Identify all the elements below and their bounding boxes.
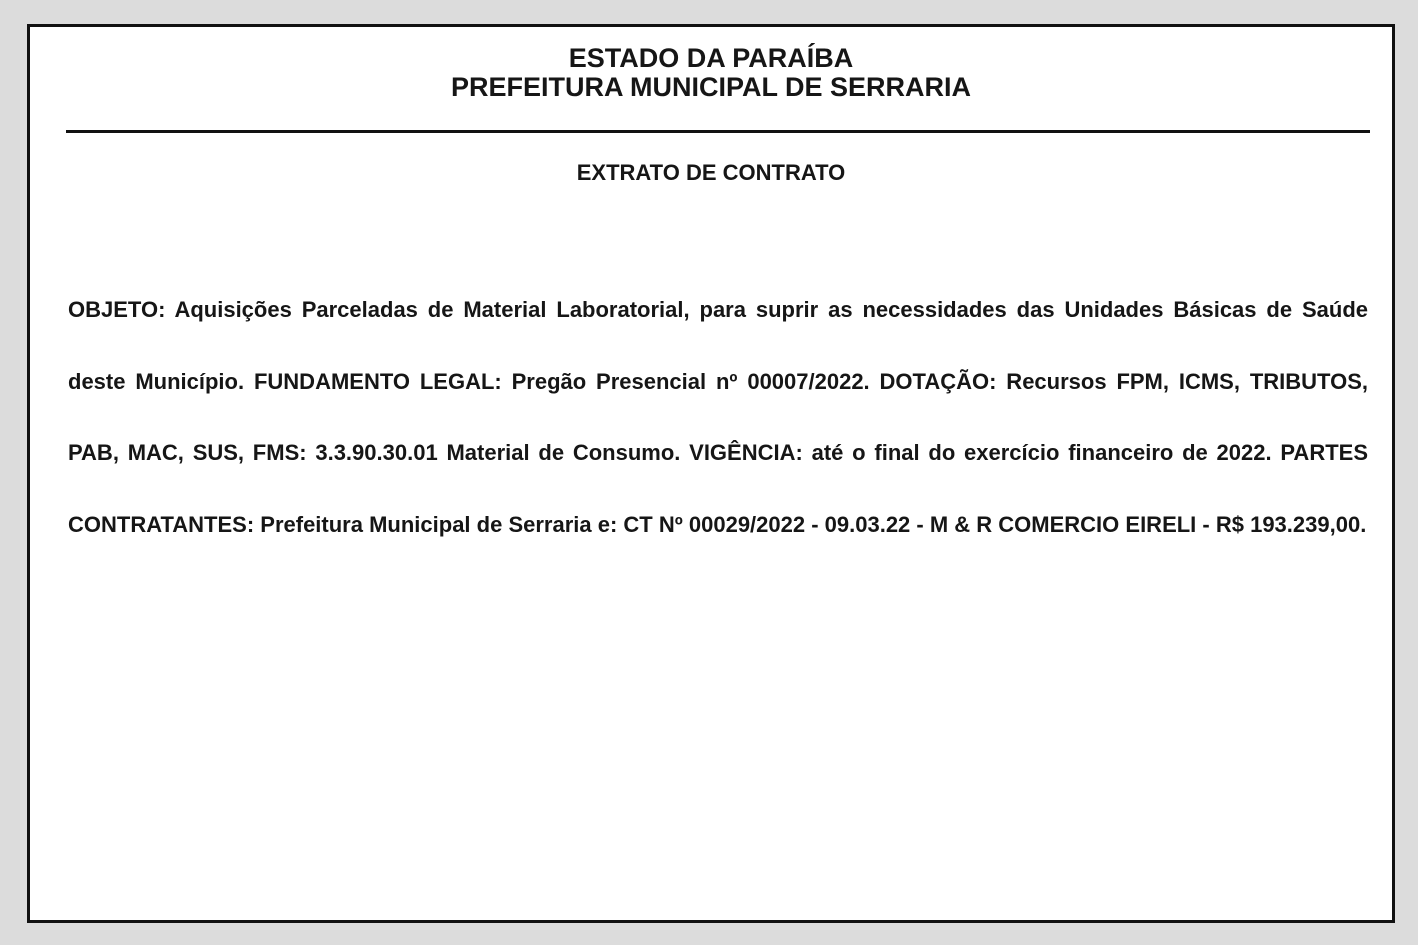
- document-header: [30, 44, 1392, 102]
- document-frame: [27, 24, 1395, 923]
- document-title: EXTRATO DE CONTRATO: [576, 160, 846, 185]
- header-divider: [66, 130, 1370, 133]
- state-name: ESTADO DA PARAÍBA: [568, 43, 854, 73]
- municipality-name: PREFEITURA MUNICIPAL DE SERRARIA: [450, 72, 972, 102]
- contract-extract-text: OBJETO: Aquisições Parceladas de Material Laboratorial, para suprir as necessidades das Unidades Básicas de Saúde deste Município. FUNDAMENTO LEGAL: Pregão Presencial nº 00007/2022. DOTAÇÃO: Recursos FPM, ICMS, TRIBUTOS, PAB, MAC, SUS, FMS: 3.3.90.30.01 Material de Consumo. VIGÊNCIA: até o final do exercício financeiro de 2022. PARTES CONTRATANTES: Prefeitura Municipal de Serraria e: CT Nº 00029/2022 - 09.03.22 - M & R COMERCIO EIRELI - R$ 193.239,00.: [68, 297, 1368, 537]
